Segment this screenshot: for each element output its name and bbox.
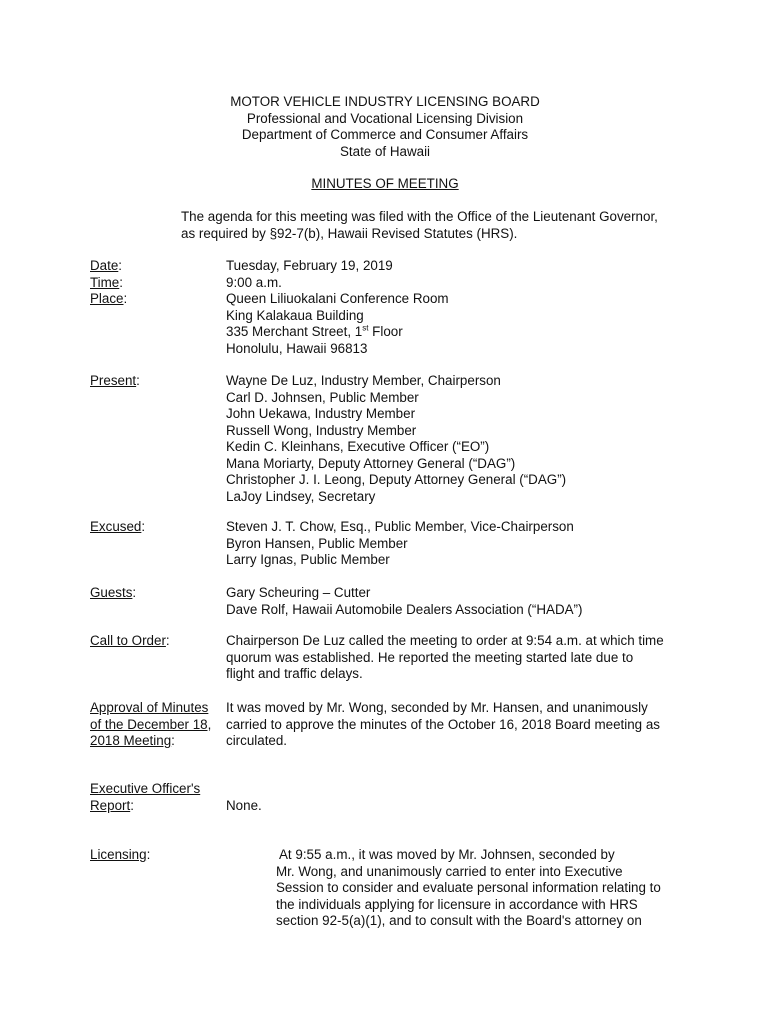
meeting-date: Tuesday, February 19, 2019 xyxy=(226,258,393,273)
colon: : xyxy=(123,291,128,306)
meeting-place-room: Queen Liliuokalani Conference Room xyxy=(226,291,449,306)
guests-label: Guests xyxy=(90,585,133,600)
meeting-place-building: King Kalakaua Building xyxy=(226,307,364,323)
colon: : xyxy=(136,373,140,388)
floor-text: Floor xyxy=(368,324,403,339)
colon: : xyxy=(141,519,146,534)
present-member: Wayne De Luz, Industry Member, Chairperson xyxy=(226,373,501,388)
time-label: Time xyxy=(90,274,120,290)
agenda-notice-line: as required by §92-7(b), Hawaii Revised Statutes (HRS). xyxy=(181,225,518,241)
call-to-order-line: quorum was established. He reported the meeting started late due to xyxy=(226,649,634,665)
meeting-place-city: Honolulu, Hawaii 96813 xyxy=(226,340,368,356)
licensing-line: At 9:55 a.m., it was moved by Mr. Johnsen, seconded by xyxy=(279,847,615,862)
present-member: Russell Wong, Industry Member xyxy=(226,422,417,438)
approval-line: carried to approve the minutes of the October 16, 2018 Board meeting as xyxy=(226,716,660,732)
agenda-notice xyxy=(181,209,701,242)
eo-report-label: Executive Officer's xyxy=(90,781,201,796)
eo-report-label: Report xyxy=(90,797,131,813)
present-member: Christopher J. I. Leong, Deputy Attorney General (“DAG”) xyxy=(226,472,567,487)
approval-line: circulated. xyxy=(226,733,288,748)
excused-member: Larry Ignas, Public Member xyxy=(226,552,390,567)
street-text: 335 Merchant Street, 1 xyxy=(226,324,363,339)
agenda-notice-line: The agenda for this meeting was filed with the Office of the Lieutenant Governor, xyxy=(181,209,658,224)
ordinal-suffix: st xyxy=(362,323,369,333)
guest: Dave Rolf, Hawaii Automobile Dealers Association (“HADA”) xyxy=(226,601,583,617)
colon: : xyxy=(165,633,170,648)
call-to-order-line: Chairperson De Luz called the meeting to order at 9:54 a.m. at which time xyxy=(226,633,664,648)
division-name: Professional and Vocational Licensing Division xyxy=(246,110,524,126)
present-member: Kedin C. Kleinhans, Executive Officer (“EO”) xyxy=(226,439,490,454)
excused-label: Excused xyxy=(90,519,142,534)
call-to-order-label: Call to Order xyxy=(90,633,166,648)
excused-member: Steven J. T. Chow, Esq., Public Member, Vice-Chairperson xyxy=(226,519,574,534)
excused-member: Byron Hansen, Public Member xyxy=(226,535,408,551)
document-title: MINUTES OF MEETING xyxy=(311,176,459,191)
colon: : xyxy=(171,733,175,748)
call-to-order-line: flight and traffic delays. xyxy=(226,666,363,681)
colon: : xyxy=(119,274,123,290)
licensing-label: Licensing xyxy=(90,847,147,862)
present-member: John Uekawa, Industry Member xyxy=(226,406,416,421)
approval-label: of the December 18, xyxy=(90,716,212,732)
licensing-line: the individuals applying for licensure in accordance with HRS xyxy=(276,896,638,912)
licensing-line: section 92-5(a)(1), and to consult with the Board's attorney on xyxy=(276,913,642,928)
colon: : xyxy=(118,258,123,273)
meeting-time: 9:00 a.m. xyxy=(226,274,282,290)
licensing-line: Mr. Wong, and unanimously carried to enter into Executive xyxy=(276,863,623,879)
present-label: Present xyxy=(90,373,137,388)
place-label: Place xyxy=(90,291,124,306)
meeting-place-street xyxy=(226,324,686,341)
approval-line: It was moved by Mr. Wong, seconded by Mr. Hansen, and unanimously xyxy=(226,700,648,715)
board-name: MOTOR VEHICLE INDUSTRY LICENSING BOARD xyxy=(230,94,540,109)
eo-report-value: None. xyxy=(226,797,262,813)
present-member: Mana Moriarty, Deputy Attorney General (“DAG”) xyxy=(226,455,516,471)
document-header xyxy=(0,94,770,193)
approval-label: 2018 Meeting xyxy=(90,733,172,748)
present-member: LaJoy Lindsey, Secretary xyxy=(226,488,376,504)
guest: Gary Scheuring – Cutter xyxy=(226,585,371,600)
department-name: Department of Commerce and Consumer Affairs xyxy=(241,127,529,142)
present-member: Carl D. Johnsen, Public Member xyxy=(226,389,419,405)
colon: : xyxy=(132,585,137,600)
colon: : xyxy=(146,847,151,862)
date-label: Date xyxy=(90,258,119,273)
licensing-line: Session to consider and evaluate personal information relating to xyxy=(276,880,661,895)
state-name: State of Hawaii xyxy=(339,143,431,159)
colon: : xyxy=(130,797,134,813)
approval-label: Approval of Minutes xyxy=(90,700,209,715)
